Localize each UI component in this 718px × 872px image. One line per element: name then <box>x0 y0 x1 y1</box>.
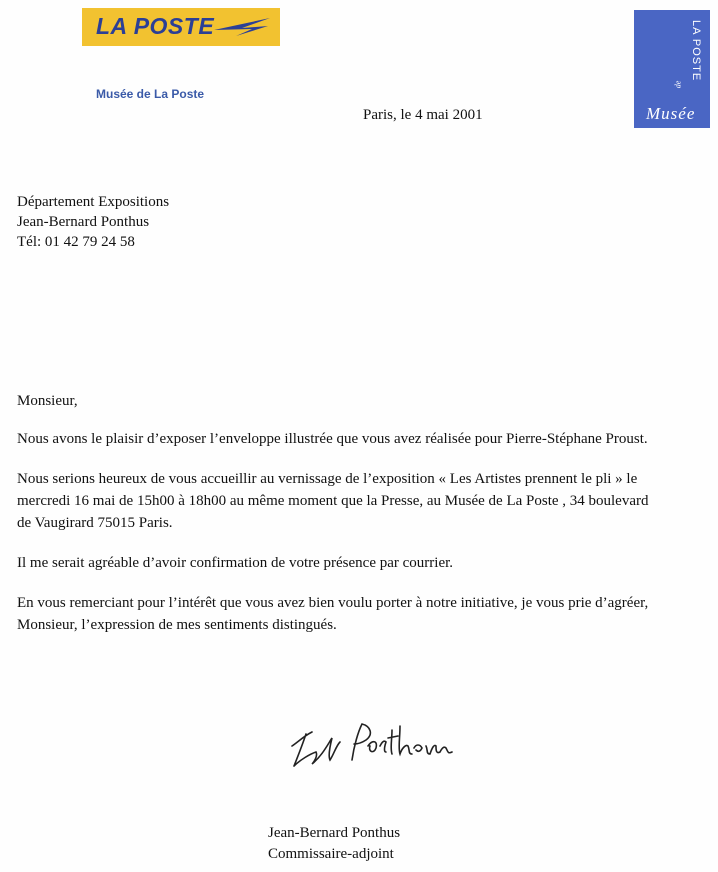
handwritten-signature <box>288 716 458 772</box>
la-poste-logo <box>82 8 280 46</box>
paragraph-4: En vous remerciant pour l’intérêt que vous avez bien voulu porter à notre initiative, je vous prie d’agréer, Monsieur, l’expression de mes sentiments distingués. <box>17 595 649 633</box>
letter-body <box>17 390 657 654</box>
paragraph-1: Nous avons le plaisir d’exposer l’enveloppe illustrée que vous avez réalisée pour Pierre-Stéphane Proust. <box>17 431 648 447</box>
signatory-title: Commissaire-adjoint <box>268 846 394 862</box>
department-line: Département Expositions <box>17 194 170 210</box>
signatory-block <box>268 823 400 865</box>
signatory-name: Jean-Bernard Ponthus <box>268 825 401 841</box>
date-line: Paris, le 4 mai 2001 <box>363 107 483 123</box>
sender-contact-block <box>17 192 169 252</box>
paragraph-3: Il me serait agréable d’avoir confirmation de votre présence par courrier. <box>17 555 454 571</box>
la-poste-logo-text: LA POSTE <box>96 13 215 39</box>
paragraph-2: Nous serions heureux de vous accueillir au vernissage de l’exposition « Les Artistes prennent le pli » le mercredi 16 mai de 15h00 à 18h00 au même moment que la Presse, au Musée de La Poste , 34 boulevard de Vaugirard 75015 Paris. <box>17 471 649 531</box>
musee-logo-vertical-text: LA POSTE <box>690 20 702 82</box>
musee-logo-name: Musée <box>646 104 696 123</box>
musee-logo <box>634 10 710 128</box>
phone-line: Tél: 01 42 79 24 58 <box>17 234 135 250</box>
contact-name-line: Jean-Bernard Ponthus <box>17 214 150 230</box>
salutation: Monsieur, <box>17 393 78 409</box>
sender-organization: Musée de La Poste <box>96 87 205 101</box>
la-poste-bird-icon <box>212 16 272 38</box>
musee-logo-de: de <box>673 80 683 89</box>
